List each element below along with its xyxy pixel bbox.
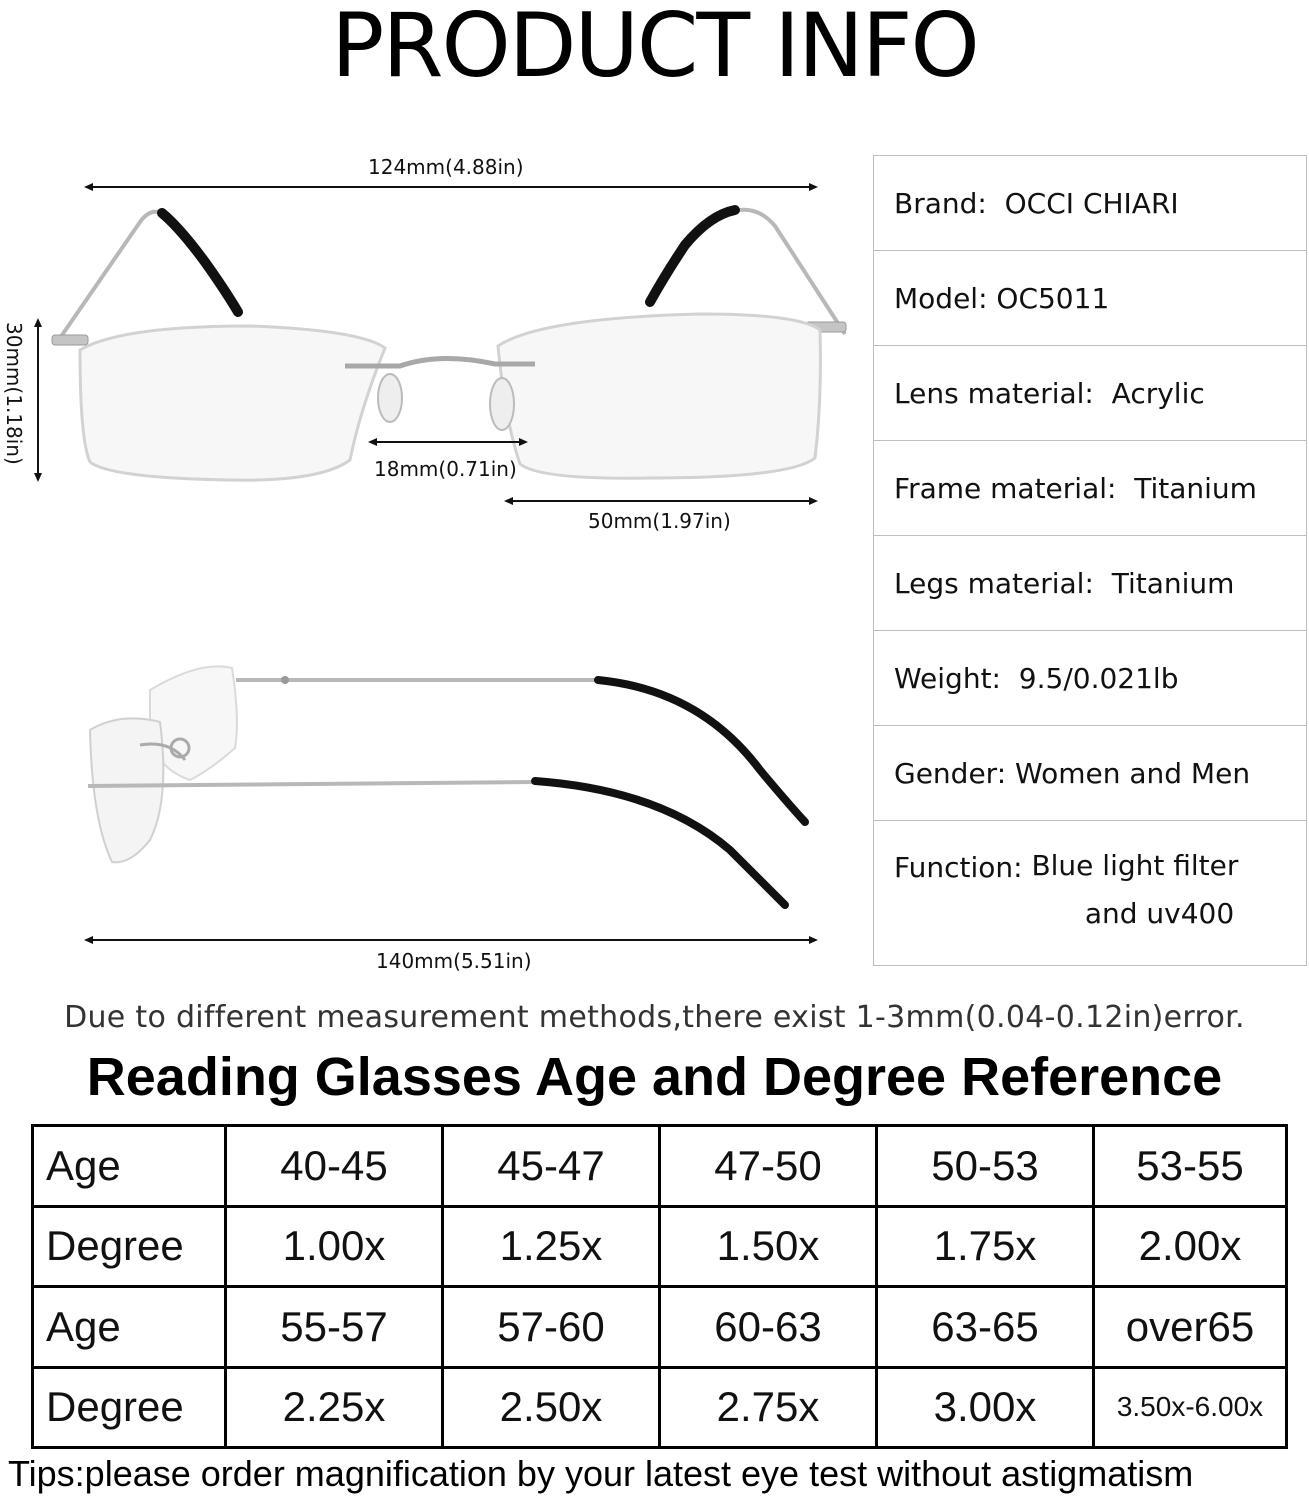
age-degree-table (31, 1124, 1288, 1449)
spec-row-function (874, 821, 1306, 966)
row-label: Degree (33, 1367, 226, 1448)
table-cell: 60-63 (660, 1287, 877, 1368)
table-cell: 2.75x (660, 1367, 877, 1448)
spec-key: Gender: (894, 756, 1016, 790)
table-cell: 57-60 (443, 1287, 660, 1368)
temple-length-label: 140mm(5.51in) (376, 949, 532, 973)
spec-value: Blue light filter and uv400 (1031, 849, 1239, 930)
side-lower-temple-tip (535, 781, 785, 905)
spec-value: OCCI CHIARI (1004, 186, 1179, 220)
spec-row-gender (874, 726, 1306, 821)
left-temple-tip (162, 213, 238, 312)
side-view-glasses-illustration (88, 666, 805, 905)
spec-row-legs-material (874, 536, 1306, 631)
table-cell: 1.25x (443, 1206, 660, 1287)
spec-row-frame-material (874, 441, 1306, 536)
spec-table (873, 155, 1307, 966)
table-cell: 50-53 (877, 1126, 1094, 1207)
spec-key: Brand: (894, 186, 1005, 220)
table-cell: 2.25x (226, 1367, 443, 1448)
side-lens-front (90, 718, 163, 862)
front-view-glasses-illustration (52, 210, 846, 480)
spec-value: OC5011 (996, 281, 1110, 315)
page-title: PRODUCT INFO (331, 0, 978, 97)
table-cell: 3.50x-6.00x (1094, 1367, 1287, 1448)
total-width-label: 124mm(4.88in) (368, 155, 524, 179)
spec-row-model (874, 251, 1306, 346)
row-label: Degree (33, 1206, 226, 1287)
table-cell: 47-50 (660, 1126, 877, 1207)
table-cell: 63-65 (877, 1287, 1094, 1368)
spec-key: Frame material: (894, 471, 1135, 505)
tips-text: Tips:please order magnification by your latest eye test without astigmatism (8, 1453, 1194, 1494)
right-temple-tip (650, 210, 735, 302)
table-row (33, 1126, 1287, 1207)
measurement-disclaimer: Due to different measurement methods,there exist 1-3mm(0.04-0.12in)error. (64, 1000, 1245, 1035)
spec-value: 9.5/0.021lb (1018, 661, 1179, 695)
table-cell: 53-55 (1094, 1126, 1287, 1207)
reference-title: Reading Glasses Age and Degree Reference (86, 1047, 1223, 1107)
table-cell: 3.00x (877, 1367, 1094, 1448)
right-lens (498, 314, 820, 478)
table-cell: 2.00x (1094, 1206, 1287, 1287)
spec-row-weight (874, 631, 1306, 726)
spec-row-brand (874, 156, 1306, 251)
spec-key: Legs material: (894, 566, 1112, 600)
left-lens (80, 326, 385, 480)
spec-value: Titanium (1111, 566, 1235, 600)
spec-key: Model: (894, 281, 997, 315)
spec-value: Acrylic (1111, 376, 1205, 410)
row-label: Age (33, 1287, 226, 1368)
table-cell: 40-45 (226, 1126, 443, 1207)
row-label: Age (33, 1126, 226, 1207)
lens-height-label: 30mm(1.18in) (2, 322, 26, 465)
left-temple (60, 212, 162, 338)
spec-key: Weight: (894, 661, 1019, 695)
spec-value: Women and Men (1015, 756, 1251, 790)
spec-value: Titanium (1134, 471, 1257, 505)
table-cell: 55-57 (226, 1287, 443, 1368)
table-cell: 45-47 (443, 1126, 660, 1207)
table-cell: over65 (1094, 1287, 1287, 1368)
glasses-diagram (0, 0, 870, 990)
spec-key: Function: (894, 851, 1032, 884)
table-row (33, 1367, 1287, 1448)
bridge-width-label: 18mm(0.71in) (374, 457, 517, 481)
spec-row-lens-material (874, 346, 1306, 441)
table-cell: 1.50x (660, 1206, 877, 1287)
table-row (33, 1287, 1287, 1368)
lens-width-label: 50mm(1.97in) (588, 509, 731, 533)
table-cell: 1.00x (226, 1206, 443, 1287)
table-cell: 1.75x (877, 1206, 1094, 1287)
spec-key: Lens material: (894, 376, 1112, 410)
table-row (33, 1206, 1287, 1287)
table-cell: 2.50x (443, 1367, 660, 1448)
